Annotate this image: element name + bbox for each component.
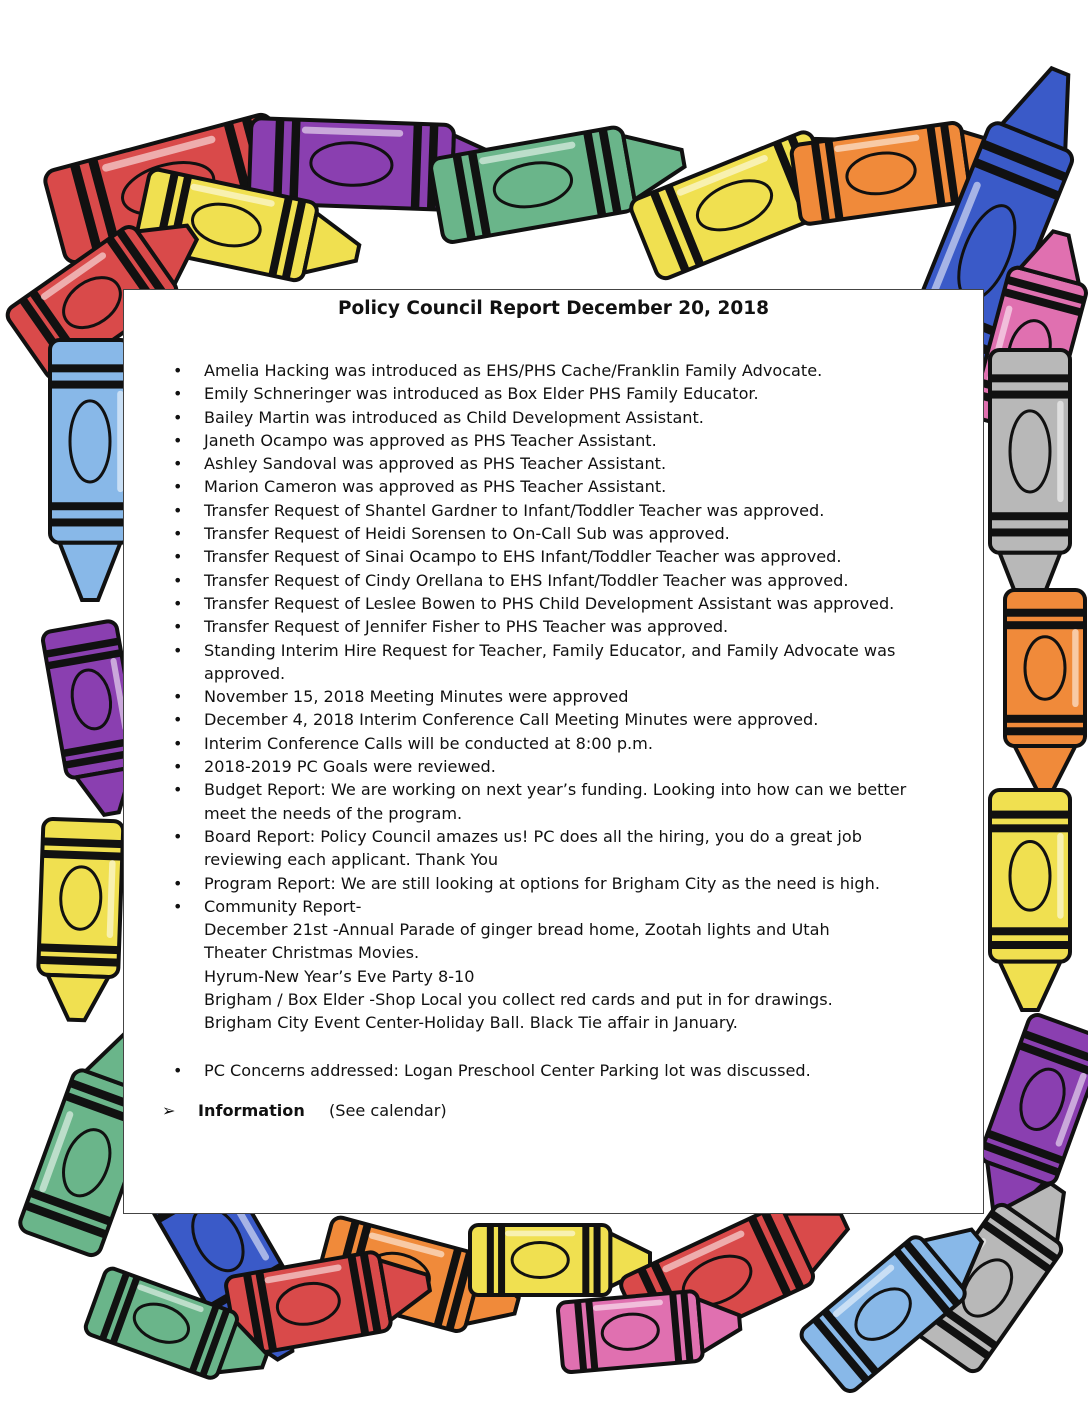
report-item	[171, 778, 971, 825]
report-item-text: Marion Cameron was approved as PHS Teacher Assistant.	[204, 477, 667, 497]
bullet-icon: •	[173, 454, 183, 474]
report-title: Policy Council Report December 20, 2018	[337, 298, 770, 319]
report-item-text: Ashley Sandoval was approved as PHS Teacher Assistant.	[204, 454, 667, 474]
bullet-icon: •	[173, 570, 183, 590]
report-item	[171, 895, 971, 1035]
bullet-icon: •	[173, 873, 183, 893]
report-item	[171, 475, 971, 498]
report-item	[171, 382, 971, 405]
report-item-text: Emily Schneringer was introduced as Box Elder PHS Family Educator.	[204, 384, 759, 404]
bullet-icon: •	[173, 780, 183, 800]
report-item	[171, 639, 971, 686]
report-item-text: Amelia Hacking was introduced as EHS/PHS Cache/Franklin Family Advocate.	[204, 361, 823, 380]
bullet-icon: •	[173, 407, 183, 427]
report-item	[171, 592, 971, 615]
report-item	[171, 522, 971, 545]
bullet-icon: •	[173, 361, 183, 380]
report-item	[171, 825, 971, 872]
report-item-text: Interim Conference Calls will be conducted at 8:00 p.m.	[204, 733, 653, 753]
report-item	[171, 545, 971, 568]
report-item-text: meet the needs of the program.	[204, 803, 463, 823]
report-item-text: Brigham / Box Elder -Shop Local you collect red cards and put in for drawings.	[204, 990, 833, 1010]
report-item	[171, 615, 971, 638]
report-item-list	[171, 359, 971, 1082]
report-item-text: Theater Christmas Movies.	[204, 943, 420, 963]
report-item-text: Transfer Request of Leslee Bowen to PHS Child Development Assistant was approved.	[204, 593, 895, 613]
report-item-text: December 21st -Annual Parade of ginger bread home, Zootah lights and Utah	[204, 920, 830, 940]
report-item	[171, 1059, 971, 1082]
bullet-icon: •	[173, 1060, 183, 1080]
crayon-icon	[50, 340, 130, 600]
report-item	[171, 429, 971, 452]
report-item-text: Transfer Request of Sinai Ocampo to EHS Infant/Toddler Teacher was approved.	[204, 547, 842, 567]
bullet-icon: •	[173, 640, 183, 660]
report-item	[171, 685, 971, 708]
report-item	[171, 708, 971, 731]
bullet-icon: •	[173, 896, 183, 916]
bullet-icon: •	[173, 477, 183, 497]
bullet-icon: •	[173, 710, 183, 730]
report-item-text: Transfer Request of Cindy Orellana to EHS Infant/Toddler Teacher was approved.	[204, 570, 849, 590]
bullet-icon: •	[173, 430, 183, 450]
report-panel	[123, 289, 984, 1214]
bullet-icon: •	[173, 593, 183, 613]
report-item-text: Community Report-	[204, 896, 362, 916]
report-item-text: Brigham City Event Center-Holiday Ball. Black Tie affair in January.	[204, 1013, 738, 1033]
arrow-bullet-icon: ➢	[162, 1101, 176, 1120]
report-item-text: Bailey Martin was introduced as Child Development Assistant.	[204, 407, 704, 427]
report-item-text: Standing Interim Hire Request for Teacher, Family Educator, and Family Advocate was	[204, 640, 896, 660]
report-item	[171, 872, 971, 895]
bullet-icon: •	[173, 826, 183, 846]
bullet-icon: •	[173, 687, 183, 707]
bullet-icon: •	[173, 757, 183, 777]
report-item	[171, 732, 971, 755]
bullet-icon: •	[173, 617, 183, 637]
report-item	[171, 569, 971, 592]
information-note: (See calendar)	[329, 1101, 447, 1120]
report-item-text: PC Concerns addressed: Logan Preschool Center Parking lot was discussed.	[204, 1060, 811, 1080]
report-item-text: December 4, 2018 Interim Conference Call Meeting Minutes were approved.	[204, 710, 819, 730]
crayon-icon	[990, 790, 1070, 1010]
report-item-text: Budget Report: We are working on next year’s funding. Looking into how can we better	[204, 780, 907, 800]
report-item-text: November 15, 2018 Meeting Minutes were approved	[204, 687, 629, 707]
report-item-text: Hyrum-New Year’s Eve Party 8-10	[204, 966, 475, 986]
bullet-icon: •	[173, 500, 183, 520]
report-item-text: Program Report: We are still looking at options for Brigham City as the need is high.	[204, 873, 880, 893]
report-item	[171, 755, 971, 778]
crayon-icon	[1005, 590, 1085, 790]
report-item	[171, 499, 971, 522]
report-item	[171, 452, 971, 475]
report-item-text: Board Report: Policy Council amazes us! PC does all the hiring, you do a great job	[204, 826, 862, 846]
report-item-text: 2018-2019 PC Goals were reviewed.	[204, 757, 496, 777]
crayon-icon	[37, 819, 124, 1022]
bullet-icon: •	[173, 547, 183, 567]
report-item	[171, 406, 971, 429]
crayon-icon	[990, 350, 1070, 610]
bullet-icon: •	[173, 524, 183, 544]
bullet-icon: •	[173, 384, 183, 404]
information-label: Information	[198, 1101, 305, 1120]
report-item-text: Transfer Request of Jennifer Fisher to PHS Teacher was approved.	[204, 617, 729, 637]
report-item-text: Janeth Ocampo was approved as PHS Teacher Assistant.	[204, 430, 657, 450]
report-item	[171, 359, 971, 382]
report-item-text: Transfer Request of Shantel Gardner to Infant/Toddler Teacher was approved.	[204, 500, 825, 520]
report-item-text: reviewing each applicant. Thank You	[204, 850, 499, 870]
report-item-text: Transfer Request of Heidi Sorensen to On-Call Sub was approved.	[204, 524, 730, 544]
bullet-icon: •	[173, 733, 183, 753]
report-item-text: approved.	[204, 663, 286, 683]
